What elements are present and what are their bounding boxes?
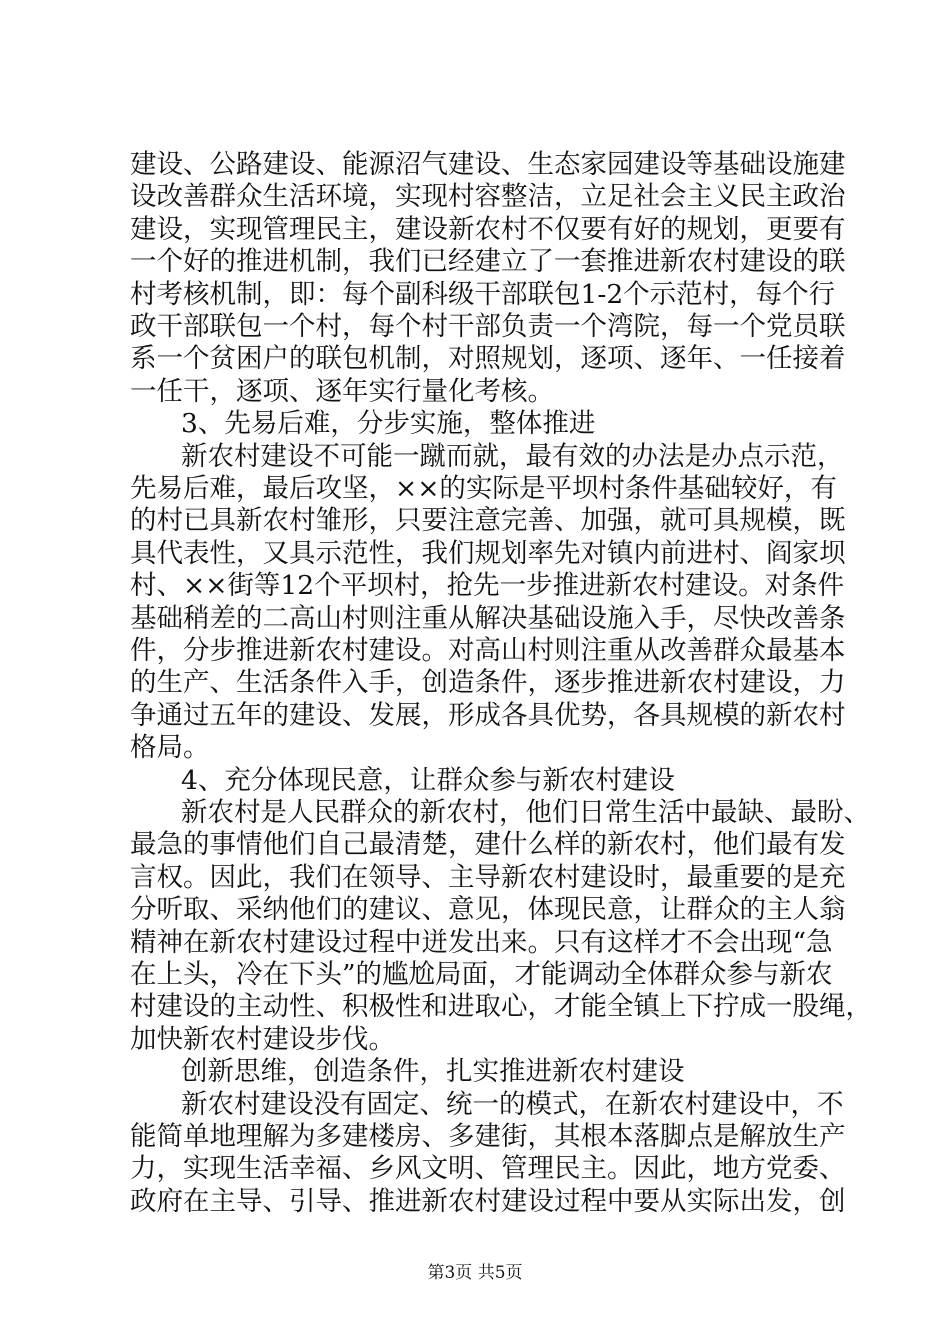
text-line: 建设，实现管理民主，建设新农村不仅要有好的规划，更要有 [130, 213, 846, 245]
paragraph-first-line: 新农村建设不可能一蹴而就，最有效的办法是办点示范， [181, 440, 844, 472]
text-line: 具代表性，又具示范性，我们规划率先对镇内前进村、阎家坝 [130, 537, 846, 569]
text-line: 分听取、采纳他们的建议、意见，体现民意，让群众的主人翁 [130, 894, 846, 926]
paragraph-first-line: 新农村建设没有固定、统一的模式，在新农村建设中，不 [181, 1088, 844, 1120]
text-line: 一任干，逐项、逐年实行量化考核。 [130, 375, 554, 407]
text-line: 一个好的推进机制，我们已经建立了一套推进新农村建设的联 [130, 246, 846, 278]
text-line: 政府在主导、引导、推进新农村建设过程中要从实际出发，创 [130, 1185, 846, 1217]
text-line: 加快新农村建设步伐。 [130, 1023, 395, 1055]
page-number-footer: 第3页 共5页 [427, 1263, 523, 1283]
text-line: 的村已具新农村雏形，只要注意完善、加强，就可具规模，既 [130, 505, 846, 537]
text-line: 能简单地理解为多建楼房、多建街，其根本落脚点是解放生产 [130, 1121, 846, 1152]
text-line: 村、××街等12个平坝村，抢先一步推进新农村建设。对条件 [130, 570, 845, 602]
text-line: 格局。 [130, 732, 210, 764]
section-heading: 创新思维，创造条件，扎实推进新农村建设 [181, 1056, 685, 1088]
text-line: 村建设的主动性、积极性和进取心，才能全镇上下拧成一股绳， [130, 991, 872, 1023]
text-line: 村考核机制，即：每个副科级干部联包1-2个示范村，每个行 [130, 278, 836, 310]
text-line: 力，实现生活幸福、乡风文明、管理民主。因此，地方党委、 [130, 1153, 846, 1185]
text-line: 的生产、生活条件入手，创造条件，逐步推进新农村建设，力 [130, 667, 846, 699]
text-line: 设改善群众生活环境，实现村容整洁，立足社会主义民主政治 [130, 181, 846, 213]
section-heading: 3、先易后难，分步实施，整体推进 [181, 408, 596, 440]
text-line: 言权。因此，我们在领导、主导新农村建设时，最重要的是充 [130, 861, 846, 893]
text-line: 件，分步推进新农村建设。对高山村则注重从改善群众最基本 [130, 635, 846, 666]
text-line: 建设、公路建设、能源沼气建设、生态家园建设等基础设施建 [130, 149, 846, 180]
text-line: 最急的事情他们自己最清楚，建什么样的新农村，他们最有发 [130, 829, 846, 861]
text-line: 在上头，冷在下头”的尴尬局面，才能调动全体群众参与新农 [130, 959, 833, 990]
text-line: 政干部联包一个村，每个村干部负责一个湾院，每一个党员联 [130, 311, 846, 342]
section-heading: 4、充分体现民意，让群众参与新农村建设 [181, 764, 675, 796]
text-line: 基础稍差的二高山村则注重从解决基础设施入手，尽快改善条 [130, 602, 846, 634]
text-line: 争通过五年的建设、发展，形成各具优势，各具规模的新农村 [130, 699, 846, 731]
text-line: 系一个贫困户的联包机制，对照规划，逐项、逐年、一任接着 [130, 343, 846, 375]
text-line: 精神在新农村建设过程中迸发出来。只有这样才不会出现“急 [130, 926, 833, 958]
paragraph-first-line: 新农村是人民群众的新农村，他们日常生活中最缺、最盼、 [181, 797, 870, 828]
text-line: 先易后难，最后攻坚，××的实际是平坝村条件基础较好，有 [130, 473, 837, 504]
